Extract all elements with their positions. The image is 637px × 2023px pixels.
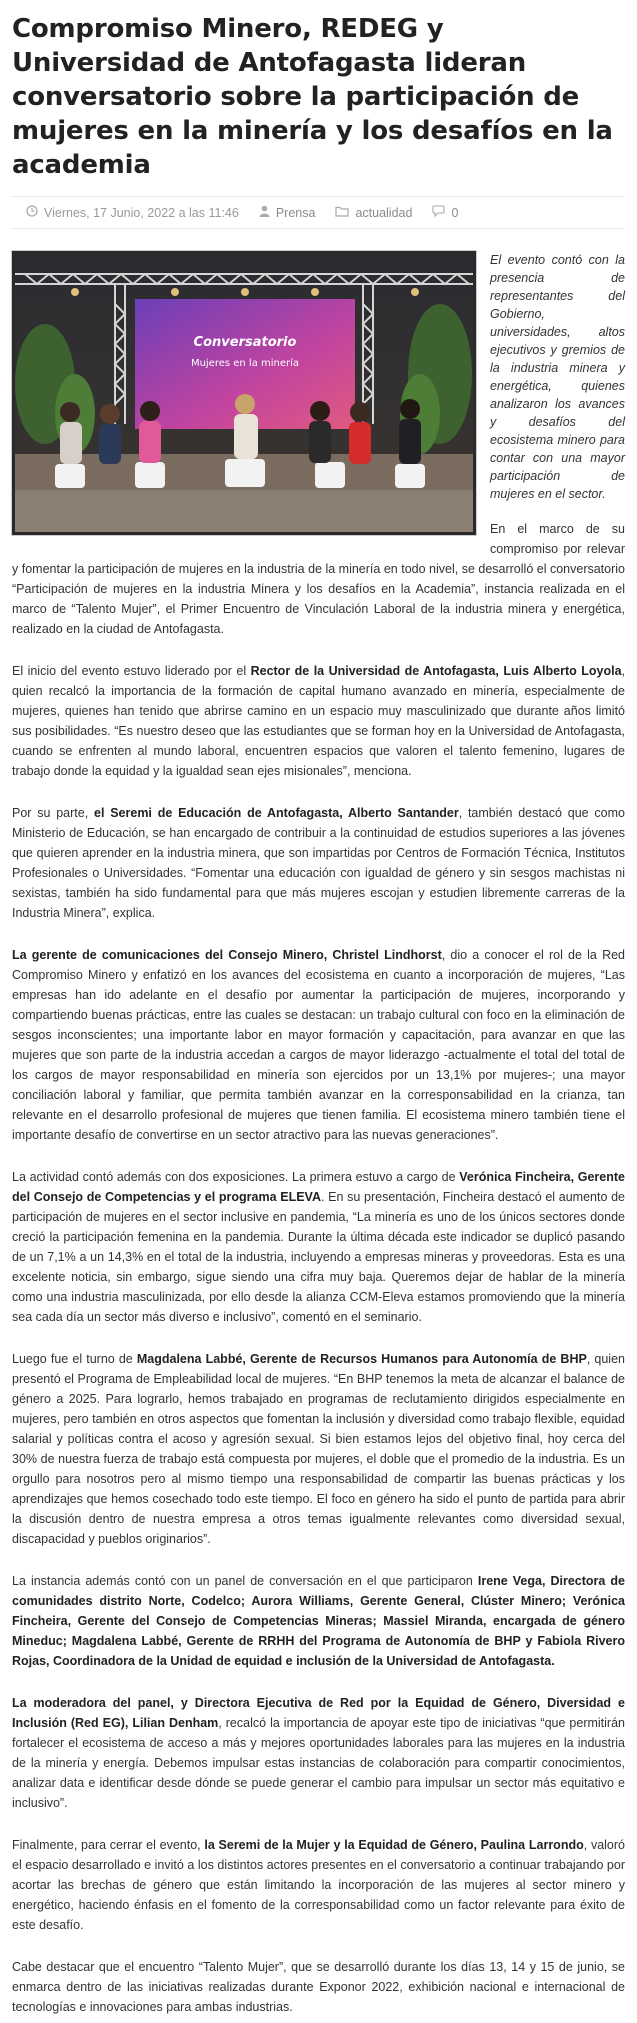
paragraph-8: La moderadora del panel, y Directora Ejecutiva de Red por la Equidad de Género, Diversidad e Inclusión (Red EG), Lilian Denham, recalcó la importancia de apoyar este tipo de iniciativas “que permitirán fortalecer el ecosistema de acceso a más y mejores oportunidades laborales para las mujeres en la industria de la minería y energía. Debemos impulsar estas instancias de colaboración para compartir conocimientos, analizar data e identificar desde dónde se puede generar el cambio para impulsar un sector más equitativo e inclusivo”. xyxy=(12,1696,625,1810)
clock-icon xyxy=(26,205,38,220)
highlight-name: Verónica Fincheira, Gerente del Consejo de Competencias y el programa ELEVA xyxy=(12,1170,625,1204)
event-photo-illustration xyxy=(15,254,473,532)
highlight-name: la Seremi de la Mujer y la Equidad de Género, Paulina Larrondo xyxy=(204,1838,584,1852)
comment-icon xyxy=(432,205,445,220)
paragraph-9: Finalmente, para cerrar el evento, la Seremi de la Mujer y la Equidad de Género, Paulina Larrondo, valoró el espacio desarrollado e invitó a los distintos actores presentes en el conversatorio a continuar trabajando por acortar las brechas de género que están limitando la incorporación de las mujeres al sector minero y energético, haciendo énfasis en el fomento de la corresponsabilidad como un factor relevante para éxito de este desafío. xyxy=(12,1838,625,1932)
article-title: Compromiso Minero, REDEG y Universidad de Antofagasta lideran conversatorio sobre la participación de mujeres en la minería y los desafíos en la academia xyxy=(12,14,613,180)
post-comments-link[interactable]: 0 xyxy=(451,205,459,220)
folder-icon xyxy=(335,206,349,220)
user-icon xyxy=(259,205,270,220)
paragraph-1: En el marco de su compromiso por relevar y fomentar la participación de mujeres en la industria de la minería en todo nivel, se desarrolló el conversatorio “Participación de mujeres en la industria Minera y los desafíos en la Academia”, instancia realizada en el marco de “Talento Mujer”, el Primer Encuentro de Vinculación Laboral de la industria minera y energética, realizado en la ciudad de Antofagasta. xyxy=(12,522,625,636)
paragraph-4: La gerente de comunicaciones del Consejo Minero, Christel Lindhorst, dio a conocer el rol de la Red Compromiso Minero y enfatizó en los avances del ecosistema en cuanto a incorporación de mujeres, “Las empresas han ido adelante en el desafío por aumentar la participación de mujeres, incorporando y compartiendo buenas prácticas, entre las cuales se destacan: un trabajo cultural con foco en la eliminación de sesgos inconscientes; una importante labor en mayor formación y capacitación, para avanzar en que las mujeres que son parte de la industria accedan a cargos de mayor liderazgo -actualmente el total del total de los cargos de mayor responsabilidad en minería son ejercidos por un 13,1% por mujeres-; una mayor conciliación laboral y familiar, que permita también avanzar en la corresponsabilidad en la crianza, tan relevante en el desarrollo profesional de mujeres que tienen familia. El ecosistema minero también tiene el importante desafío de convertirse en un sector atractivo para las nuevas generaciones”. xyxy=(12,948,625,1142)
highlight-name: el Seremi de Educación de Antofagasta, Alberto Santander xyxy=(94,806,459,820)
article-intro: El evento contó con la presencia de representantes del Gobierno, universidades, altos ejecutivos y gremios de la industria minera y energética, quienes analizaron los avances y desafíos del ecosistema minero para contar con una mayor participación de mujeres en el sector. xyxy=(490,253,625,501)
paragraph-5: La actividad contó además con dos exposiciones. La primera estuvo a cargo de Verónica Fincheira, Gerente del Consejo de Competencias y el programa ELEVA. En su presentación, Fincheira destacó el aumento de participación de mujeres en el sector inclusive en pandemia, “La minería es uno de los únicos sectores donde creció la participación femenina en la pandemia. Durante la última década este indicador se duplicó pasando de un 7,1% a un 14,3% en el total de la industria, incluyendo a empresas mineras y proveedoras. Esta es una excelente noticia, sin embargo, sigue siendo una cifra muy baja. Queremos dejar de hablar de la minería como una industria masculinizada, por ello desde la alianza CCM-Eleva estamos promoviendo que la minería sea cada día un sector más diverso e inclusivo”, comentó en el seminario. xyxy=(12,1170,625,1324)
paragraph-3: Por su parte, el Seremi de Educación de Antofagasta, Alberto Santander, también destacó que como Ministerio de Educación, se han encargado de contribuir a la continuidad de estudios superiores a las jóvenes que quieren aprender en la industria minera, que son impartidas por Centros de Formación Técnica, Institutos Profesionales o Universidades. “Fomentar una educación con igualdad de género y sin sesgos machistas ni sexistas, también ha sido fundamental para que más mujeres escojan y estudien libremente carreras de la Industria Minera”, explica. xyxy=(12,806,625,920)
event-photo xyxy=(12,251,476,535)
highlight-name: La gerente de comunicaciones del Consejo Minero, Christel Lindhorst xyxy=(12,948,442,962)
post-author-link[interactable]: Prensa xyxy=(275,205,316,220)
paragraph-7: La instancia además contó con un panel de conversación en el que participaron Irene Vega, Directora de comunidades distrito Norte, Codelco; Aurora Williams, Gerente General, Clúster Minero; Verónica Fincheira, Gerente del Consejo de Competencias Mineras; Massiel Miranda, encargada de género Mineduc; Magdalena Labbé, Gerente de RRHH del Programa de Autonomía de BHP y Fabiola Rivero Rojas, Coordinadora de la Unidad de equidad e inclusión de la Universidad de Antofagasta. xyxy=(12,1574,625,1668)
highlight-name: Irene Vega, Directora de comunidades distrito Norte, Codelco; Aurora Williams, Gerente General, Clúster Minero; Verónica Fincheira, Gerente del Consejo de Competencias Mineras; Massiel Miranda, encargada de género Mineduc; Magdalena Labbé, Gerente de RRHH del Programa de Autonomía de BHP y Fabiola Rivero Rojas, Coordinadora de la Unidad de equidad e inclusión de la Universidad de Antofagasta. xyxy=(12,1574,625,1668)
paragraph-6: Luego fue el turno de Magdalena Labbé, Gerente de Recursos Humanos para Autonomía de BHP, quien presentó el Programa de Empleabilidad local de mujeres. “En BHP tenemos la meta de alcanzar el balance de género a 2025. Para lograrlo, hemos trabajado en programas de reclutamiento dirigidos especialmente en mujeres, pero también en otros aspectos que fomentan la inclusión y diversidad como trabajo flexible, equidad salarial y políticas contra el acoso y agresión sexual. Si bien estamos lejos del objetivo final, hoy cerca del 30% de nuestra fuerza de trabajo está compuesta por mujeres, el doble que el promedio de la industria. Es un orgullo para nosotros pero al mismo tiempo una responsabilidad de compartir las buenas prácticas y los aprendizajes que hemos cosechado todo este tiempo. El foco en género ha sido el punto de partida para abrir la discusión dentro de nuestra empresa a otros temas igualmente relevantes como diversidad sexual, discapacidad y pueblos originarios”. xyxy=(12,1352,625,1546)
banner-line-2: Mujeres en la minería xyxy=(190,358,300,369)
paragraph-10: Cabe destacar que el encuentro “Talento Mujer”, que se desarrolló durante los días 13, 14 y 15 de junio, se enmarca dentro de las iniciativas realizadas durante Exponor 2022, exhibición nacional e internacional de tecnologías e innovaciones para ambas industrias. xyxy=(12,1960,625,2014)
banner-line-1: Conversatorio xyxy=(193,335,297,350)
post-meta xyxy=(12,196,625,229)
post-date: Viernes, 17 Junio, 2022 a las 11:46 xyxy=(44,205,239,220)
post-category-link[interactable]: actualidad xyxy=(355,205,413,220)
highlight-name: Rector de la Universidad de Antofagasta, Luis Alberto Loyola xyxy=(250,664,622,678)
paragraph-2: El inicio del evento estuvo liderado por el Rector de la Universidad de Antofagasta, Luis Alberto Loyola, quien recalcó la importancia de la formación de capital humano avanzado en minería, especialmente de mujeres, quienes han tenido que abrirse camino en un espacio muy masculinizado que durante años limitó sus posibilidades. “Es nuestro deseo que las estudiantes que se forman hoy en la Universidad de Antofagasta, cuando se enfrenten al mundo laboral, encuentren espacios que valoren el talento femenino, lugares de trabajo donde la equidad y la igualdad sean ejes misionales”, menciona. xyxy=(12,664,625,778)
highlight-name: La moderadora del panel, y Directora Ejecutiva de Red por la Equidad de Género, Diversidad e Inclusión (Red EG), Lilian Denham xyxy=(12,1696,625,1730)
highlight-name: Magdalena Labbé, Gerente de Recursos Humanos para Autonomía de BHP xyxy=(136,1352,587,1366)
